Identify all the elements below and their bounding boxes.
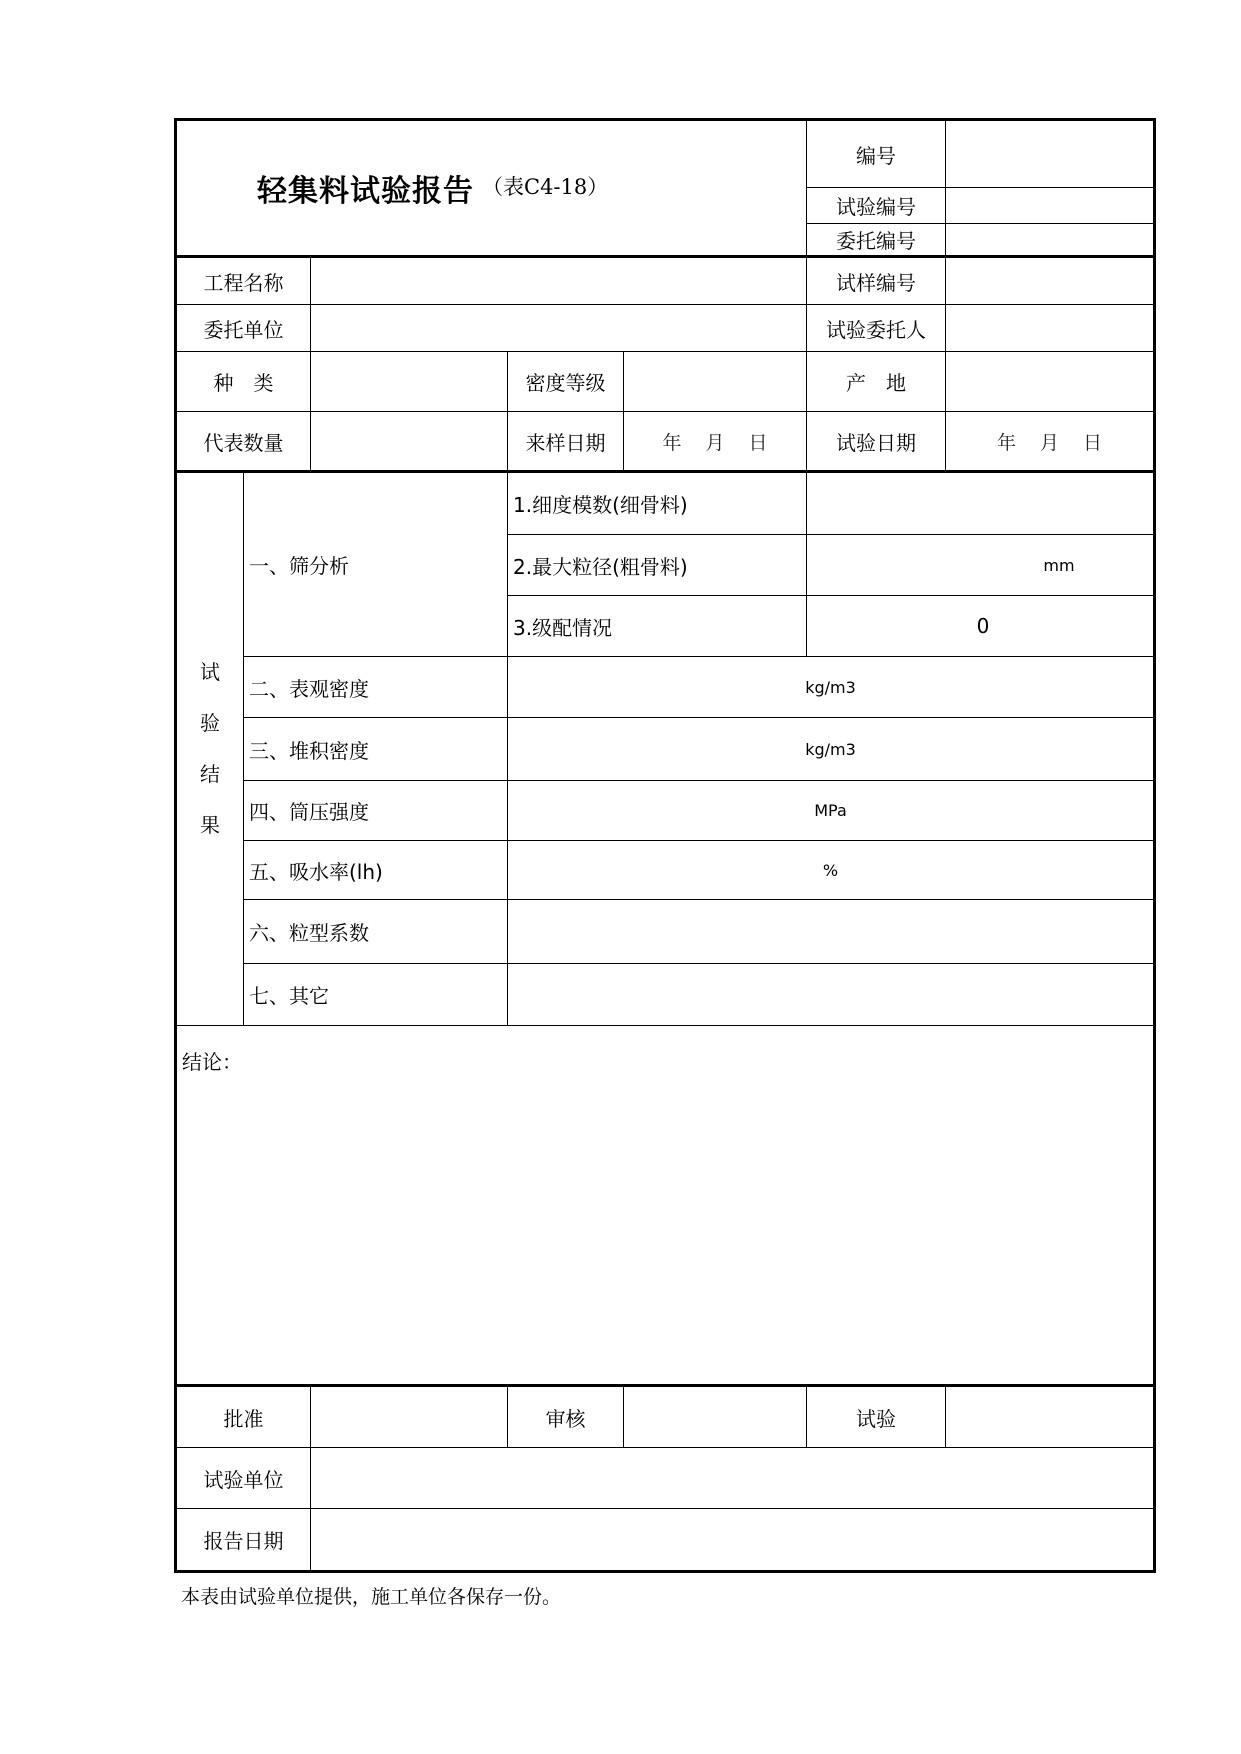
test-field[interactable]: [946, 1387, 1153, 1448]
client-unit-field[interactable]: [311, 305, 807, 352]
results-section-label: 试 验 结 果: [177, 473, 244, 1026]
test-client-label: 试验委托人: [807, 305, 946, 352]
test-date-label: 试验日期: [807, 412, 946, 473]
test-unit-label: 试验单位: [177, 1448, 311, 1509]
conclusion-label: 结论：: [182, 1050, 242, 1074]
fineness-label: 1.细度模数(细骨料): [508, 473, 807, 535]
other-label: 七、其它: [244, 964, 508, 1026]
cylinder-strength-unit: MPa: [814, 801, 847, 820]
water-absorption-label: 五、吸水率(lh): [244, 841, 508, 900]
bianhao-label: 编号: [807, 121, 946, 188]
sieve-analysis-label: 一、筛分析: [244, 473, 508, 657]
max-size-field[interactable]: [807, 535, 1153, 596]
quantity-label: 代表数量: [177, 412, 311, 473]
origin-label: 产 地: [807, 352, 946, 412]
approve-label: 批准: [177, 1387, 311, 1448]
max-size-unit: mm: [1043, 555, 1075, 575]
report-date-label: 报告日期: [177, 1509, 311, 1570]
test-date-day: 日: [1083, 431, 1103, 454]
density-grade-field[interactable]: [624, 352, 807, 412]
shiyan-bianhao-field[interactable]: [946, 188, 1153, 224]
report-title: 轻集料试验报告: [257, 174, 474, 209]
other-field[interactable]: [508, 964, 1153, 1026]
test-unit-field[interactable]: [311, 1448, 1153, 1509]
test-date-field[interactable]: [946, 412, 1153, 473]
shape-factor-label: 六、粒型系数: [244, 900, 508, 964]
bulk-density-label: 三、堆积密度: [244, 718, 508, 781]
sampling-date-day: 日: [748, 431, 768, 454]
test-client-field[interactable]: [946, 305, 1153, 352]
weituo-bianhao-field[interactable]: [946, 224, 1153, 258]
review-field[interactable]: [624, 1387, 807, 1448]
max-size-label: 2.最大粒径(粗骨料): [508, 535, 807, 596]
test-date-month: 月: [1039, 431, 1059, 454]
density-grade-label: 密度等级: [508, 352, 624, 412]
sample-no-field[interactable]: [946, 258, 1153, 305]
cylinder-strength-field[interactable]: [508, 781, 1153, 841]
report-date-field[interactable]: [311, 1509, 1153, 1570]
client-unit-label: 委托单位: [177, 305, 311, 352]
apparent-density-field[interactable]: [508, 657, 1153, 718]
project-name-field[interactable]: [311, 258, 807, 305]
grading-label: 3.级配情况: [508, 596, 807, 657]
sample-no-label: 试样编号: [807, 258, 946, 305]
cylinder-strength-label: 四、筒压强度: [244, 781, 508, 841]
grading-value: 0: [976, 614, 990, 638]
water-absorption-unit: %: [822, 860, 839, 880]
project-name-label: 工程名称: [177, 258, 311, 305]
origin-field[interactable]: [946, 352, 1153, 412]
test-label: 试验: [807, 1387, 946, 1448]
apparent-density-label: 二、表观密度: [244, 657, 508, 718]
weituo-bianhao-label: 委托编号: [807, 224, 946, 258]
quantity-field[interactable]: [311, 412, 508, 473]
water-absorption-field[interactable]: [508, 841, 1153, 900]
sampling-date-field[interactable]: [624, 412, 807, 473]
bulk-density-unit: kg/m3: [805, 739, 856, 759]
bianhao-field[interactable]: [946, 121, 1153, 188]
apparent-density-unit: kg/m3: [805, 677, 856, 697]
type-field[interactable]: [311, 352, 508, 412]
sampling-date-year: 年: [662, 431, 682, 454]
conclusion-area[interactable]: [177, 1026, 1153, 1387]
footnote: 本表由试验单位提供，施工单位各保存一份。: [181, 1586, 562, 1608]
bulk-density-field[interactable]: [508, 718, 1153, 781]
sampling-date-month: 月: [705, 431, 725, 454]
shape-factor-field[interactable]: [508, 900, 1153, 964]
type-label: 种 类: [177, 352, 311, 412]
approve-field[interactable]: [311, 1387, 508, 1448]
test-date-year: 年: [996, 431, 1016, 454]
fineness-field[interactable]: [807, 473, 1153, 535]
form-code: （表C4-18）: [482, 175, 609, 199]
grading-field[interactable]: [807, 596, 1153, 657]
test-report-form: [174, 118, 1156, 1573]
title-cell: [177, 121, 807, 258]
shiyan-bianhao-label: 试验编号: [807, 188, 946, 224]
sampling-date-label: 来样日期: [508, 412, 624, 473]
review-label: 审核: [508, 1387, 624, 1448]
